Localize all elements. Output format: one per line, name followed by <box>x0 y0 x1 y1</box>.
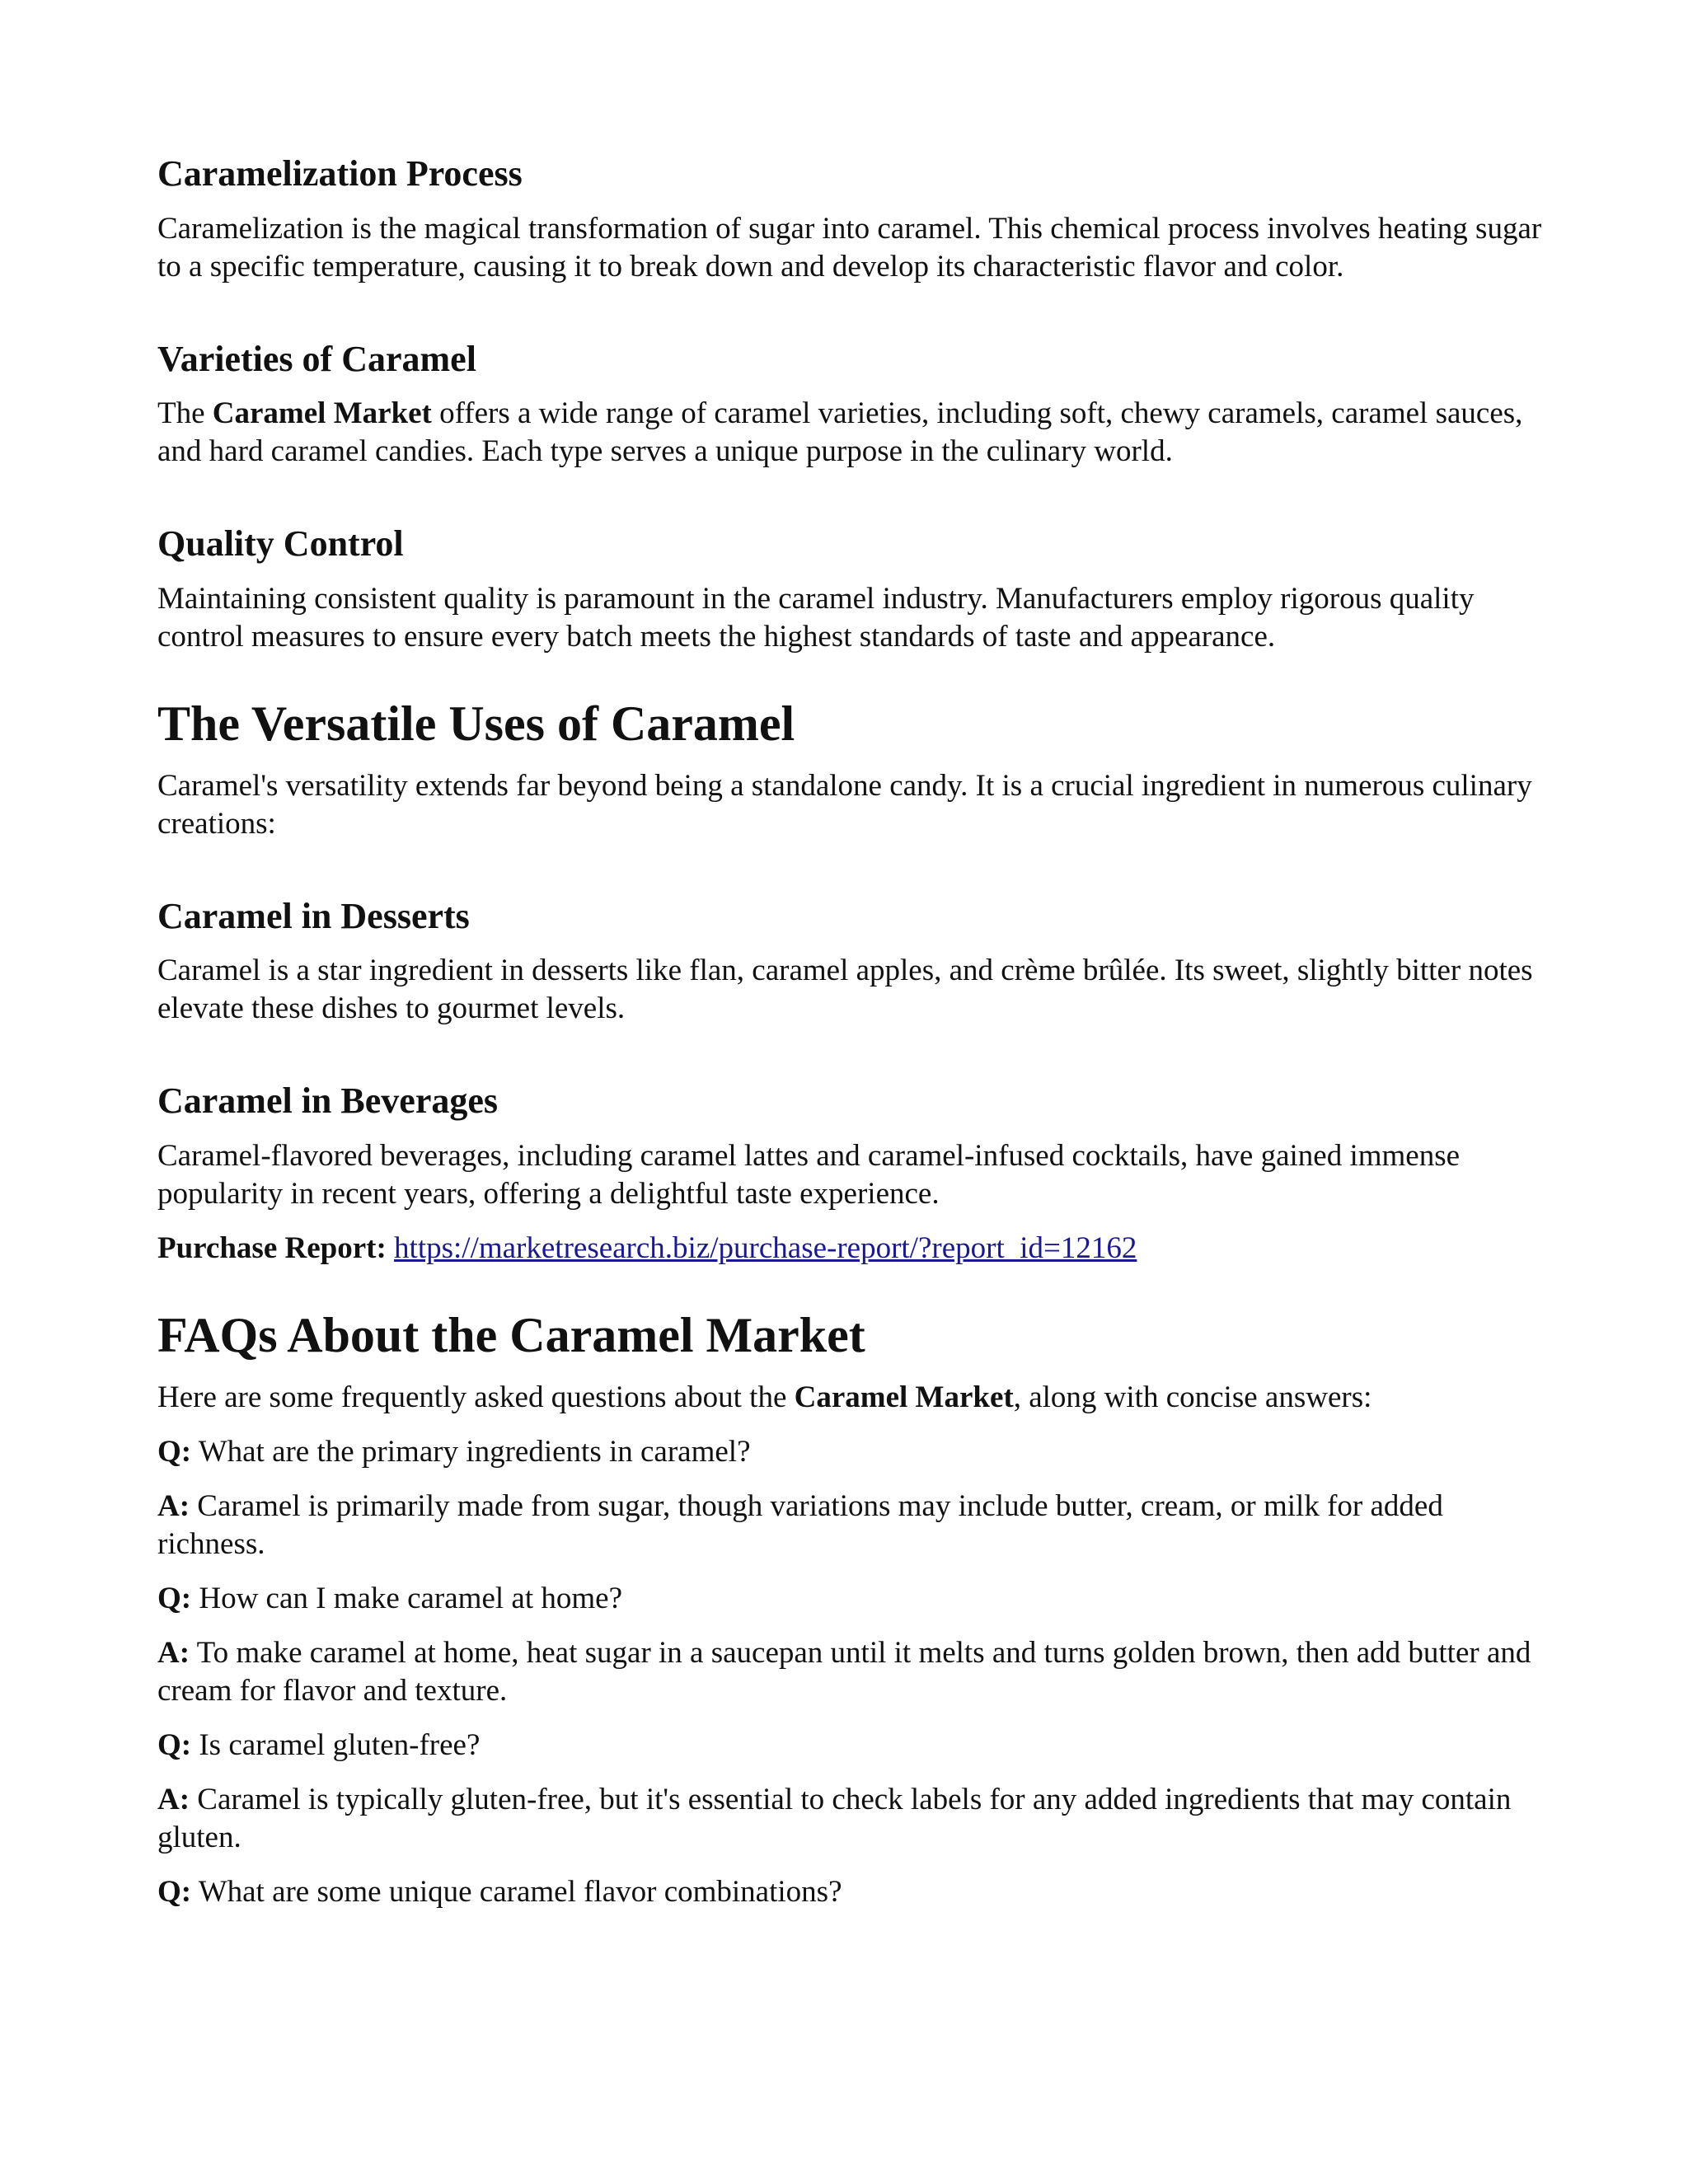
faq-question-label: Q: <box>157 1874 192 1909</box>
varieties-heading: Varieties of Caramel <box>157 338 476 379</box>
faqs-intro-bold-term: Caramel Market <box>794 1380 1014 1414</box>
varieties-text <box>157 395 1542 471</box>
faq-question-label: Q: <box>157 1434 192 1469</box>
varieties-text-start: The <box>157 396 213 431</box>
faq-answer <box>157 1488 1542 1563</box>
faq-list <box>157 1433 1542 1911</box>
faq-answer-label: A: <box>157 1635 190 1670</box>
faq-question-label: Q: <box>157 1581 192 1615</box>
uses-heading: The Versatile Uses of Caramel <box>157 696 795 751</box>
faq-answer-text: To make caramel at home, heat sugar in a saucepan until it melts and turns golden brown, then add butter and cream for flavor and texture. <box>157 1635 1531 1708</box>
faq-question <box>157 1433 1542 1471</box>
faqs-heading: FAQs About the Caramel Market <box>157 1307 865 1362</box>
faq-question-text: Is caramel gluten-free? <box>191 1727 481 1762</box>
faq-question <box>157 1580 1542 1618</box>
varieties-bold-term: Caramel Market <box>212 396 432 431</box>
caramelization-heading: Caramelization Process <box>157 153 523 194</box>
beverages-heading: Caramel in Beverages <box>157 1080 498 1122</box>
faqs-intro <box>157 1379 1542 1417</box>
desserts-heading: Caramel in Desserts <box>157 895 470 936</box>
purchase-report-line <box>157 1230 1542 1268</box>
faq-question-text: What are the primary ingredients in caramel? <box>191 1434 751 1469</box>
faq-question-label: Q: <box>157 1727 192 1762</box>
faqs-intro-end: , along with concise answers: <box>1013 1380 1372 1414</box>
faq-question-text: How can I make caramel at home? <box>191 1581 622 1615</box>
quality-text: Maintaining consistent quality is paramount in the caramel industry. Manufacturers employ rigorous quality control measures to ensure every batch meets the highest standards of taste and appearance. <box>157 581 1475 654</box>
uses-text: Caramel's versatility extends far beyond being a standalone candy. It is a crucial ingredient in numerous culinary creations: <box>157 768 1532 841</box>
quality-heading: Quality Control <box>157 523 404 565</box>
faq-answer-text: Caramel is typically gluten-free, but it's essential to check labels for any added ingredients that may contain gluten. <box>157 1782 1512 1854</box>
varieties-text-end: offers a wide range of caramel varieties, including soft, chewy caramels, caramel sauces, and hard caramel candies. Each type serves a unique purpose in the culinary world. <box>157 396 1523 469</box>
beverages-text: Caramel-flavored beverages, including caramel lattes and caramel-infused cocktails, have gained immense popularity in recent years, offering a delightful taste experience. <box>157 1138 1461 1211</box>
faq-question <box>157 1873 1542 1911</box>
caramelization-text: Caramelization is the magical transformation of sugar into caramel. This chemical process involves heating sugar to a specific temperature, causing it to break down and develop its characteristic flavor and color. <box>157 211 1542 284</box>
faq-question <box>157 1727 1542 1765</box>
purchase-report-link[interactable]: https://marketresearch.biz/purchase-report/?report_id=12162 <box>394 1230 1137 1265</box>
faq-answer <box>157 1634 1542 1710</box>
purchase-report-label: Purchase Report: <box>157 1230 387 1265</box>
faq-answer-text: Caramel is primarily made from sugar, though variations may include butter, cream, or milk for added richness. <box>157 1488 1443 1561</box>
faq-answer-label: A: <box>157 1488 190 1523</box>
desserts-text: Caramel is a star ingredient in desserts like flan, caramel apples, and crème brûlée. Its sweet, slightly bitter notes elevate these dishes to gourmet levels. <box>157 954 1533 1026</box>
faq-answer <box>157 1781 1542 1857</box>
document-page <box>157 153 1542 1928</box>
faq-answer-label: A: <box>157 1782 190 1816</box>
faq-question-text: What are some unique caramel flavor combinations? <box>191 1874 842 1909</box>
faqs-intro-start: Here are some frequently asked questions about the <box>157 1380 795 1414</box>
